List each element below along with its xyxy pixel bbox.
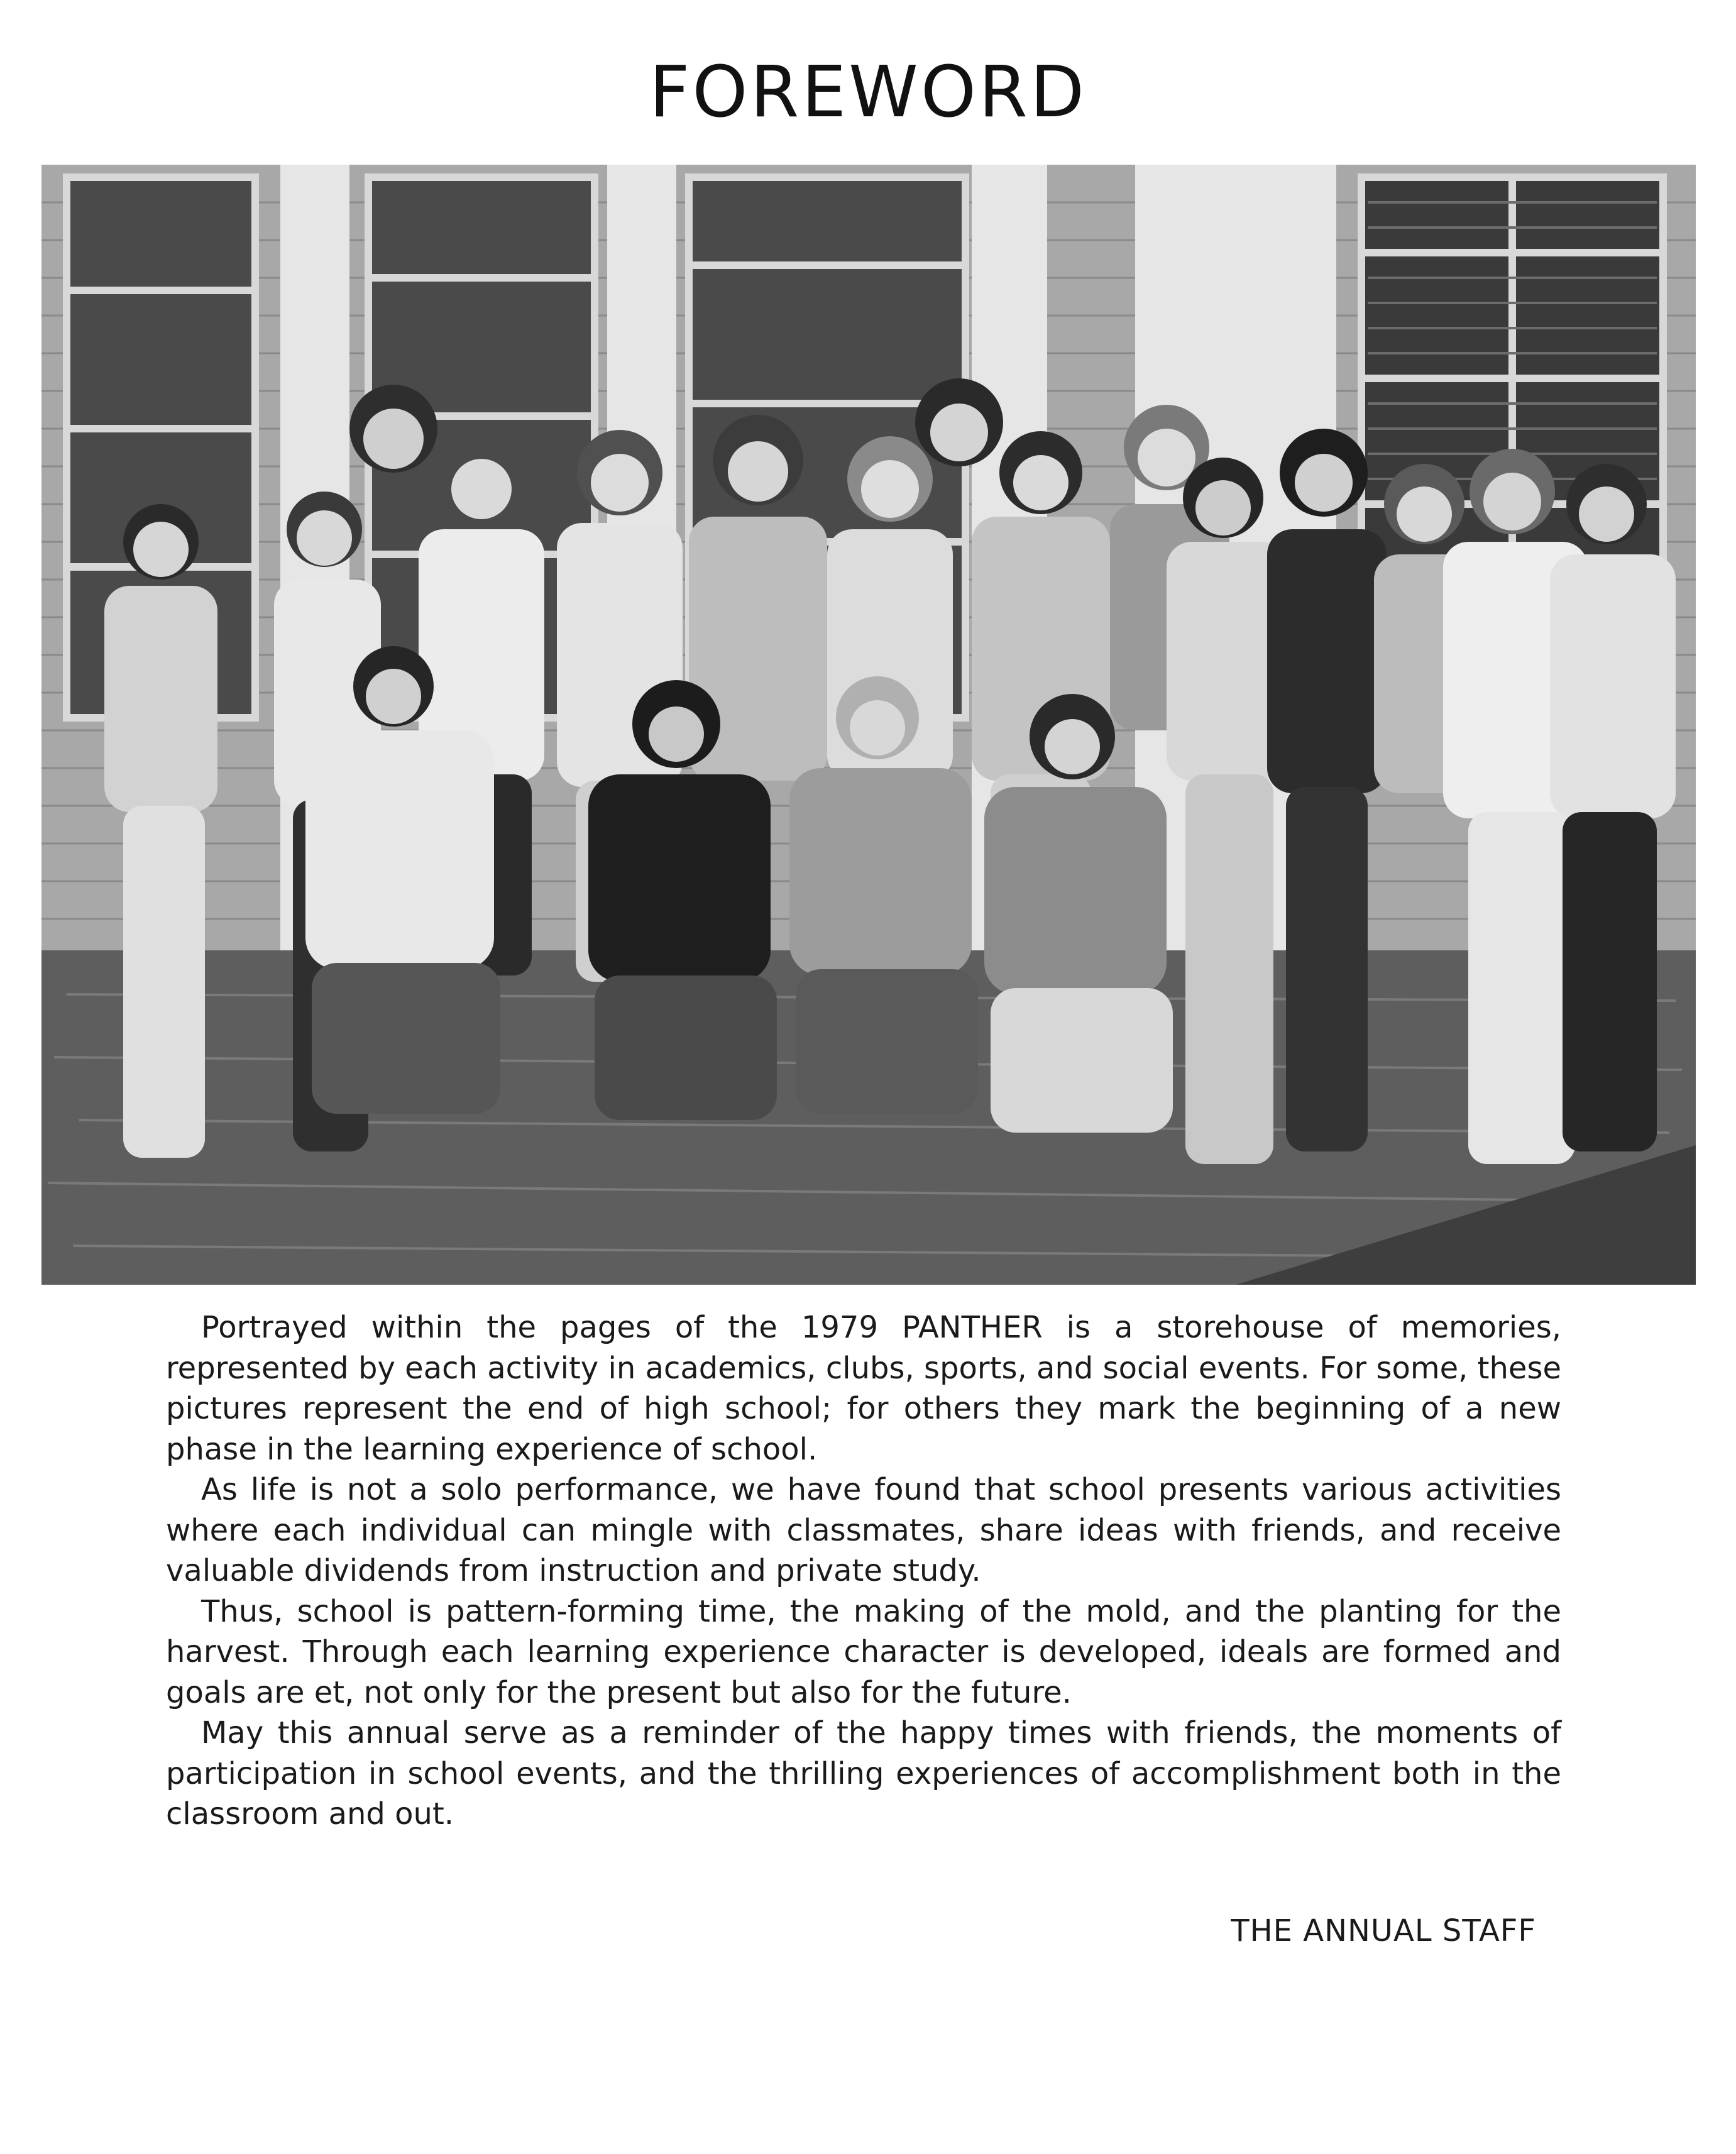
paragraph: As life is not a solo performance, we have found that school presents various activities where each individual can mingle with classmates, share ideas with friends, and receive valuable dividends from instruction and private study. — [166, 1472, 1561, 1588]
paragraph: May this annual serve as a reminder of the happy times with friends, the moments of participation in school events, and the thrilling experiences of accomplishment both in the classroom and out. — [166, 1715, 1561, 1832]
student-3 — [349, 385, 437, 473]
student-15 — [1550, 464, 1676, 1151]
paragraph: Thus, school is pattern-forming time, the making of the mold, and the planting for the harvest. Through each learning experience character is developed, ideals are formed and goals are et, not only for the present but also for the future. — [166, 1593, 1561, 1710]
group-photo — [41, 165, 1696, 1285]
student-8 — [915, 378, 1003, 466]
foreword-text — [166, 1307, 1561, 1835]
signature: THE ANNUAL STAFF — [1231, 1913, 1536, 1948]
page-title: FOREWORD — [649, 52, 1087, 133]
paragraph: Portrayed within the pages of the 1979 PANTHER is a storehouse of memories, represented by each activity in academics, clubs, sports, and social events. For some, these pictures represent the end of high school; for others they mark the beginning of a new phase in the learning experience of school. — [166, 1310, 1561, 1467]
group-photo-illustration — [41, 165, 1696, 1285]
